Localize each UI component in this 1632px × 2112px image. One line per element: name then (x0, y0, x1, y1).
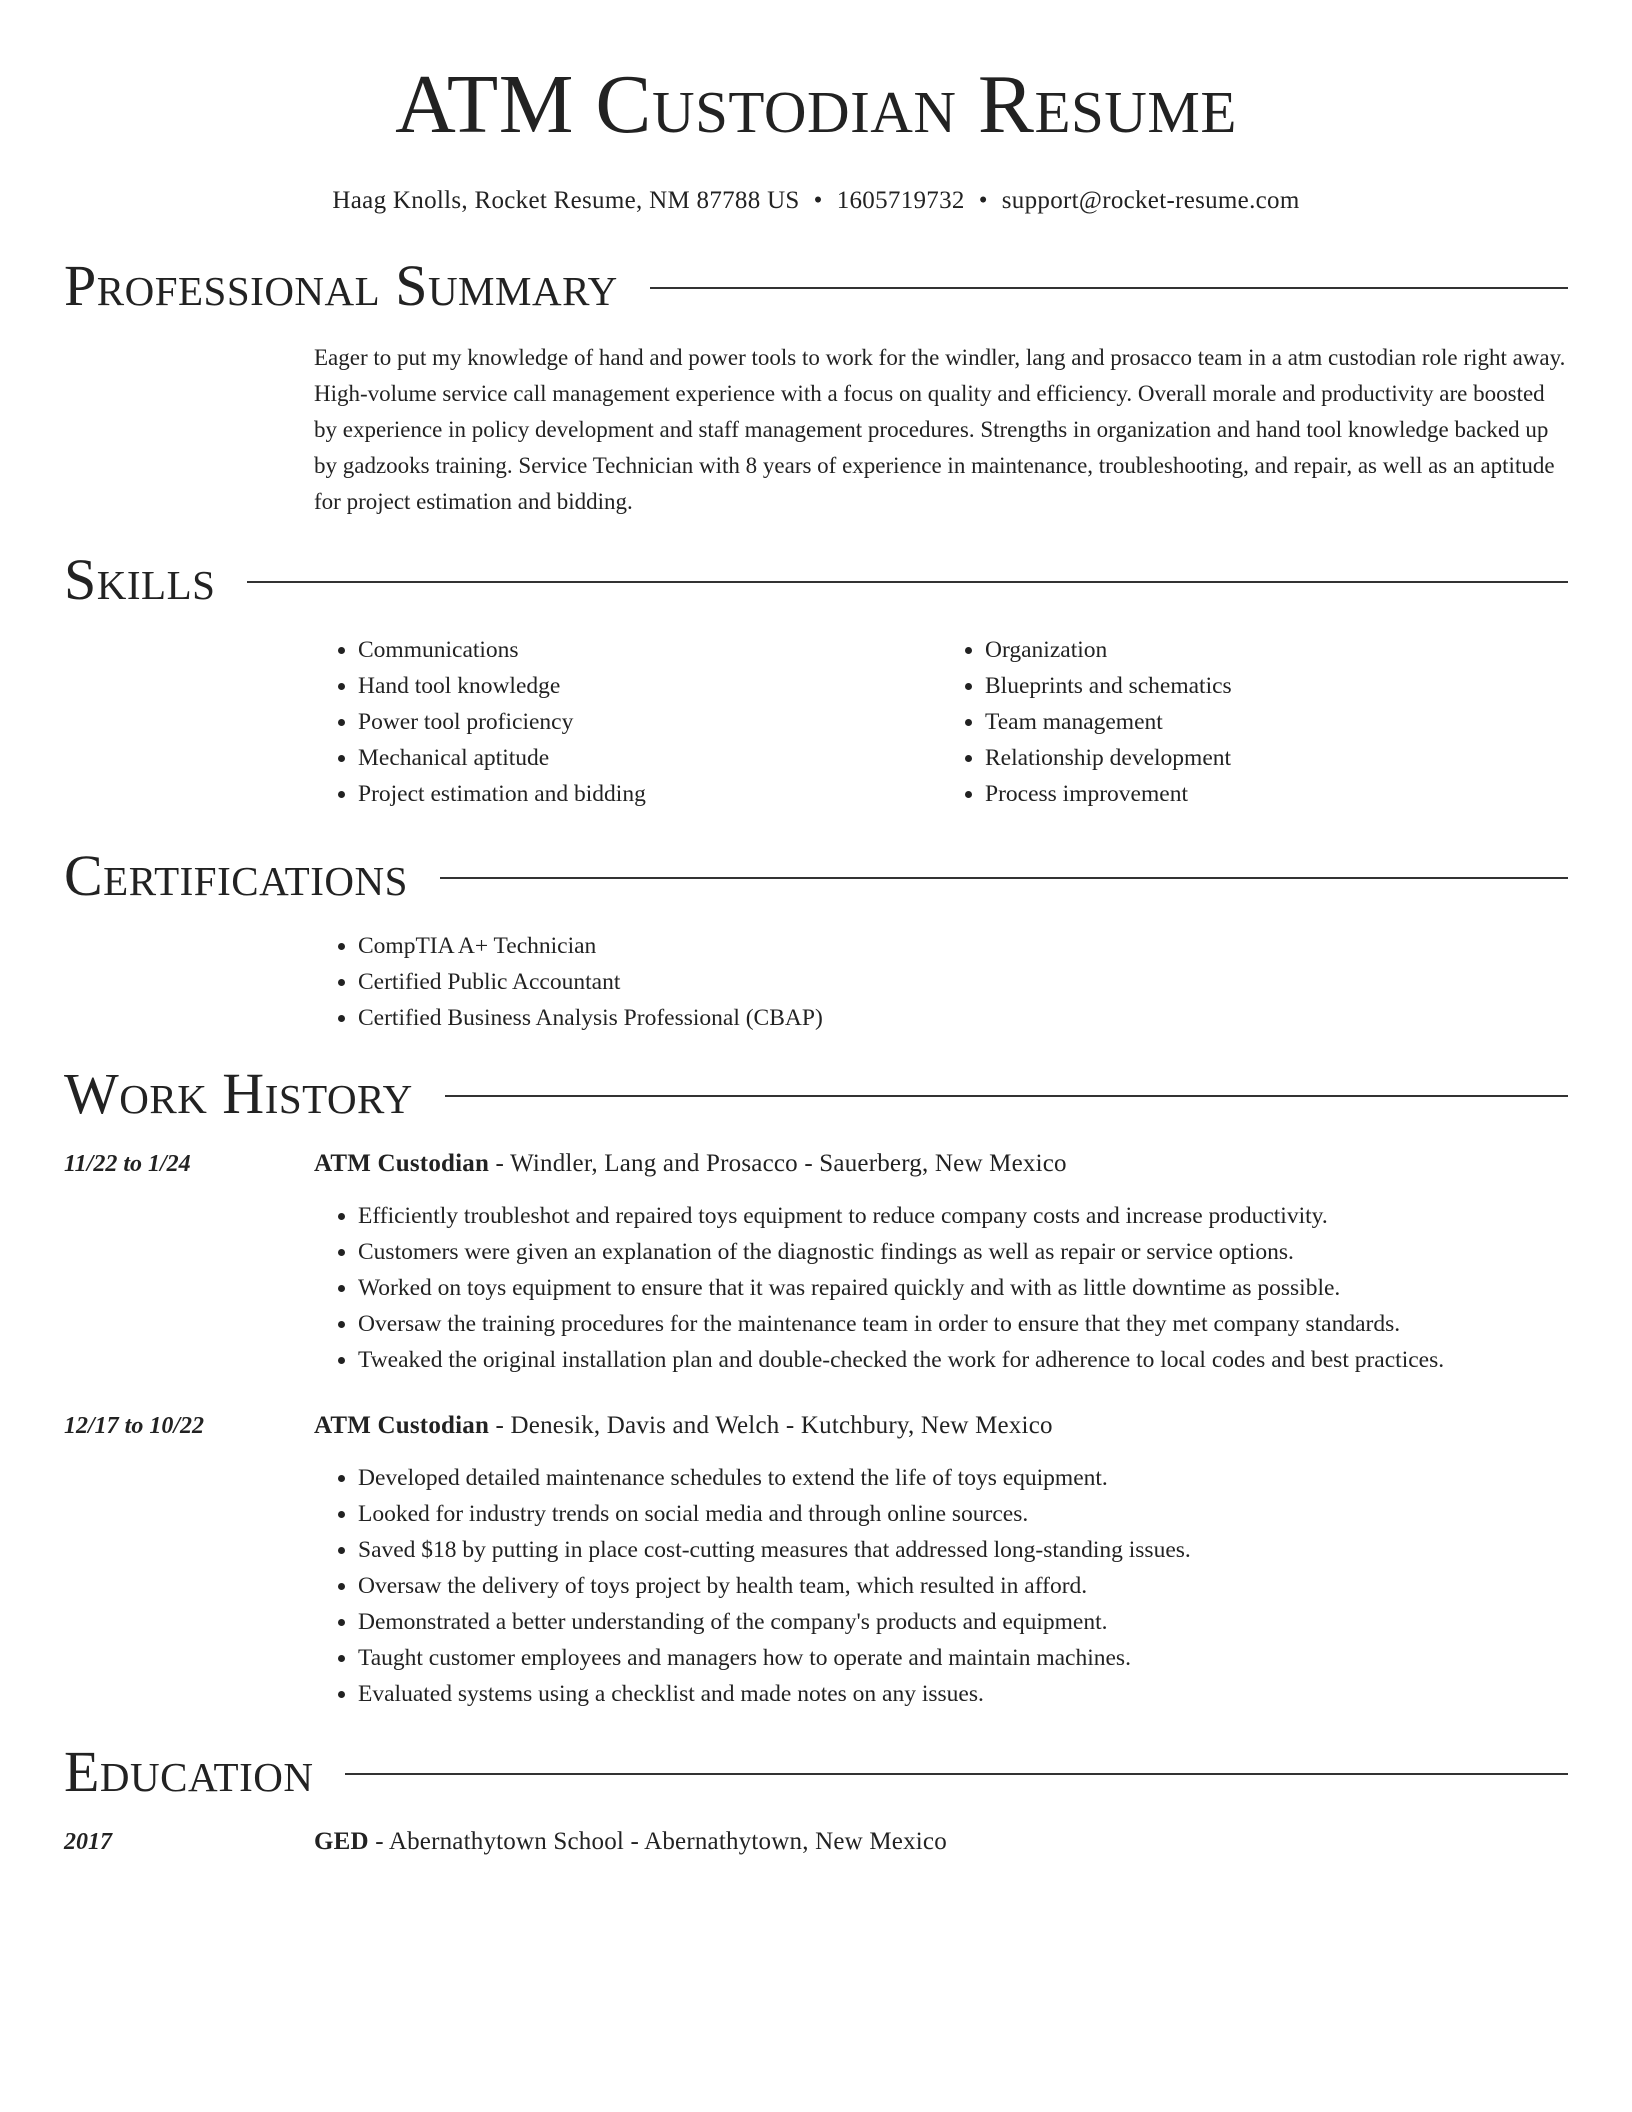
work-entry-body (314, 1146, 1444, 1378)
education-entry (64, 1824, 1568, 1860)
work-history-heading: Work History (64, 1061, 413, 1126)
job-duty-item: • Tweaked the original installation plan and double-checked the work for adherence to local codes and best practices. (358, 1342, 1444, 1378)
summary-content (314, 340, 1568, 520)
skill-item: • Communications (358, 632, 941, 668)
skills-list-left (314, 632, 941, 812)
school-location: - Abernathytown School - Abernathytown, New Mexico (368, 1828, 947, 1855)
job-duty-item: • Oversaw the delivery of toys project by health team, which resulted in afford. (358, 1568, 1191, 1604)
contact-email-link[interactable]: support@rocket-resume.com (1001, 187, 1300, 214)
job-employer-location: - Denesik, Davis and Welch - Kutchbury, New Mexico (489, 1412, 1053, 1439)
skill-item: • Organization (985, 632, 1568, 668)
certification-item: • Certified Public Accountant (358, 964, 1568, 1000)
skills-section-heading (64, 548, 1568, 612)
skill-item: • Relationship development (985, 740, 1568, 776)
skills-list-right (941, 632, 1568, 812)
job-title: ATM Custodian (314, 1412, 490, 1439)
resume-title: ATM Custodian Resume (395, 58, 1237, 151)
section-divider (440, 877, 1568, 879)
job-duty-item: • Demonstrated a better understanding of the company's products and equipment. (358, 1604, 1191, 1640)
job-duty-item: • Developed detailed maintenance schedules to extend the life of toys equipment. (358, 1460, 1191, 1496)
education-section-heading (64, 1740, 1568, 1804)
education-year: 2017 (64, 1829, 112, 1855)
work-dates: 11/22 to 1/24 (64, 1151, 191, 1177)
job-duty-item: • Looked for industry trends on social media and through online sources. (358, 1496, 1191, 1532)
job-duties-list (314, 1198, 1444, 1378)
work-dates: 12/17 to 10/22 (64, 1413, 205, 1439)
skill-item: • Process improvement (985, 776, 1568, 812)
contact-phone: 1605719732 (836, 187, 965, 214)
section-divider (650, 287, 1568, 289)
work-history-section-heading (64, 1062, 1568, 1126)
certifications-section-heading (64, 844, 1568, 908)
skill-item: • Power tool proficiency (358, 704, 941, 740)
job-duty-item: • Efficiently troubleshot and repaired toys equipment to reduce company costs and increase productivity. (358, 1198, 1444, 1234)
work-entry-header (314, 1146, 1444, 1182)
job-duty-item: • Evaluated systems using a checklist and made notes on any issues. (358, 1676, 1191, 1712)
job-duty-item: • Worked on toys equipment to ensure that it was repaired quickly and with as little downtime as possible. (358, 1270, 1444, 1306)
work-entry-body (314, 1408, 1191, 1712)
job-employer-location: - Windler, Lang and Prosacco - Sauerberg, New Mexico (489, 1150, 1067, 1177)
education-heading: Education (64, 1739, 314, 1804)
job-title: ATM Custodian (314, 1150, 490, 1177)
summary-heading: Professional Summary (64, 253, 618, 318)
section-divider (345, 1773, 1568, 1775)
job-duty-item: • Oversaw the training procedures for the maintenance team in order to ensure that they met company standards. (358, 1306, 1444, 1342)
section-divider (445, 1095, 1568, 1097)
contact-separator: • (813, 187, 823, 214)
certification-item: • CompTIA A+ Technician (358, 928, 1568, 964)
job-duty-item: • Customers were given an explanation of the diagnostic findings as well as repair or service options. (358, 1234, 1444, 1270)
summary-text: Eager to put my knowledge of hand and power tools to work for the windler, lang and prosacco team in a atm custodian role right away. High-volume service call management experience with a focus on quality and efficiency. Overall morale and productivity are boosted by experience in policy development and staff management procedures. Strengths in organization and hand tool knowledge backed up by gadzooks training. Service Technician with 8 years of experience in maintenance, troubleshooting, and repair, as well as an aptitude for project estimation and bidding. (314, 345, 1566, 514)
degree-name: GED (314, 1828, 369, 1855)
certification-item: • Certified Business Analysis Professional (CBAP) (358, 1000, 1568, 1036)
education-entry-header (314, 1824, 947, 1860)
skill-item: • Team management (985, 704, 1568, 740)
work-entry (64, 1146, 1568, 1378)
job-duty-item: • Taught customer employees and managers how to operate and maintain machines. (358, 1640, 1191, 1676)
job-duties-list (314, 1460, 1191, 1712)
skill-item: • Hand tool knowledge (358, 668, 941, 704)
skill-item: • Blueprints and schematics (985, 668, 1568, 704)
skill-item: • Mechanical aptitude (358, 740, 941, 776)
section-divider (247, 581, 1568, 583)
work-entry (64, 1408, 1568, 1712)
contact-address: Haag Knolls, Rocket Resume, NM 87788 US (332, 187, 800, 214)
certifications-list (314, 928, 1568, 1036)
contact-separator: • (978, 187, 988, 214)
skills-columns (314, 632, 1568, 812)
certifications-heading: Certifications (64, 843, 408, 908)
contact-line (64, 184, 1568, 218)
skill-item: • Project estimation and bidding (358, 776, 941, 812)
certifications-content (314, 928, 1568, 1036)
skills-heading: Skills (64, 547, 216, 612)
job-duty-item: • Saved $18 by putting in place cost-cutting measures that addressed long-standing issues. (358, 1532, 1191, 1568)
summary-section-heading (64, 254, 1568, 318)
work-entry-header (314, 1408, 1191, 1444)
